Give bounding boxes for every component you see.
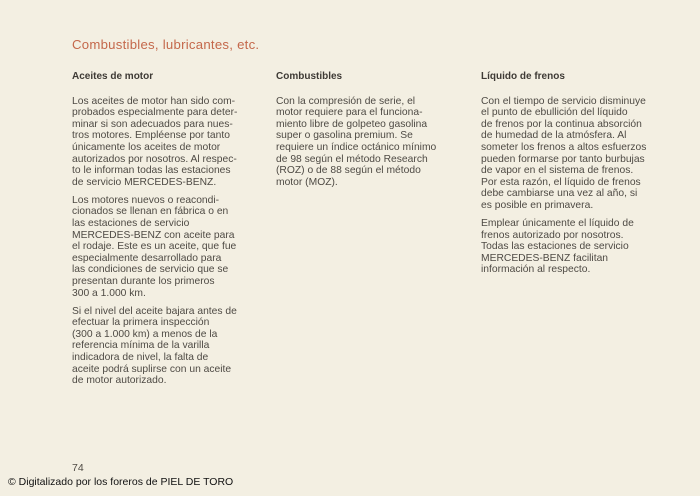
text-line: Si el nivel del aceite bajara antes de — [72, 305, 237, 317]
text-line: minar si son adecuados para nues- — [72, 118, 233, 130]
text-line: de frenos por la continua absorción — [481, 118, 642, 130]
text-line: MERCEDES-BENZ con aceite para — [72, 229, 235, 241]
text-line: de motor autorizado. — [72, 375, 167, 387]
text-line: MERCEDES-BENZ facilitan — [481, 252, 609, 264]
paragraph — [72, 195, 268, 299]
text-line: especialmente desarrollado para — [72, 252, 222, 264]
text-line: autorizados por nosotros. Al respec- — [72, 153, 237, 165]
section-body — [276, 96, 470, 189]
text-line: 300 a 1.000 km. — [72, 287, 146, 299]
text-line: motor requiere para el funciona- — [276, 107, 423, 119]
text-line: (300 a 1.000 km) a menos de la — [72, 328, 218, 340]
text-line: Los aceites de motor han sido com- — [72, 95, 236, 107]
text-line: pueden formarse por tanto burbujas — [481, 153, 645, 165]
paragraph — [72, 306, 268, 387]
text-line: Los motores nuevos o reacondi- — [72, 194, 220, 206]
text-line: (ROZ) o de 88 según el método — [276, 165, 421, 177]
text-line: las condiciones de servicio que se — [72, 264, 229, 276]
text-line: Por esta razón, el líquido de frenos — [481, 176, 641, 188]
text-line: Con el tiempo de servicio disminuye — [481, 95, 646, 107]
text-line: Con la compresión de serie, el — [276, 95, 416, 107]
paragraph — [481, 218, 681, 276]
paragraph — [72, 96, 268, 189]
text-line: probados especialmente para deter- — [72, 107, 238, 119]
text-line: de 98 según el método Research — [276, 153, 428, 165]
text-line: tros motores. Empléense por tanto — [72, 130, 230, 142]
text-line: el rodaje. Este es un aceite, que fue — [72, 241, 237, 253]
section-heading: Combustibles — [276, 71, 343, 82]
text-line: miento libre de golpeteo gasolina — [276, 118, 428, 130]
text-line: indicadora de nivel, la falta de — [72, 352, 209, 364]
text-line: motor (MOZ). — [276, 176, 338, 188]
text-line: efectuar la primera inspección — [72, 317, 210, 329]
text-line: cionados se llenan en fábrica o en — [72, 206, 229, 218]
text-line: debe cambiarse una vez al año, si — [481, 188, 638, 200]
text-line: referencia mínima de la varilla — [72, 340, 210, 352]
credit-watermark: © Digitalizado por los foreros de PIEL DE TORO — [8, 476, 234, 488]
column-combustibles — [276, 71, 470, 195]
text-line: las estaciones de servicio — [72, 218, 190, 230]
paragraph — [481, 96, 681, 212]
paragraph — [276, 96, 470, 189]
text-line: de humedad de la atmósfera. Al — [481, 130, 627, 142]
text-line: únicamente los aceites de motor — [72, 141, 221, 153]
text-line: super o gasolina premium. Se — [276, 130, 413, 142]
text-line: frenos autorizado por nosotros. — [481, 229, 624, 241]
page-title: Combustibles, lubricantes, etc. — [72, 37, 260, 52]
column-liquido-de-frenos — [481, 71, 681, 283]
section-body — [481, 96, 681, 276]
text-line: información al respecto. — [481, 264, 591, 276]
text-line: someter los frenos a altos esfuerzos — [481, 141, 647, 153]
text-line: es posible en primavera. — [481, 199, 594, 211]
section-heading: Líquido de frenos — [481, 71, 565, 82]
column-aceites-de-motor — [72, 71, 268, 393]
text-line: el punto de ebullición del líquido — [481, 107, 628, 119]
page-number: 74 — [72, 462, 84, 474]
section-heading: Aceites de motor — [72, 71, 154, 82]
text-line: de servicio MERCEDES-BENZ. — [72, 176, 217, 188]
text-line: presentan durante los primeros — [72, 276, 215, 287]
text-line: to le informan todas las estaciones — [72, 165, 231, 177]
text-line: requiere un índice octánico mínimo — [276, 141, 437, 153]
text-line: de vapor en el sistema de frenos. — [481, 165, 634, 177]
section-body — [72, 96, 268, 387]
text-line: Todas las estaciones de servicio — [481, 241, 629, 253]
text-line: aceite podrá suplirse con un aceite — [72, 363, 232, 375]
text-line: Emplear únicamente el líquido de — [481, 218, 634, 230]
